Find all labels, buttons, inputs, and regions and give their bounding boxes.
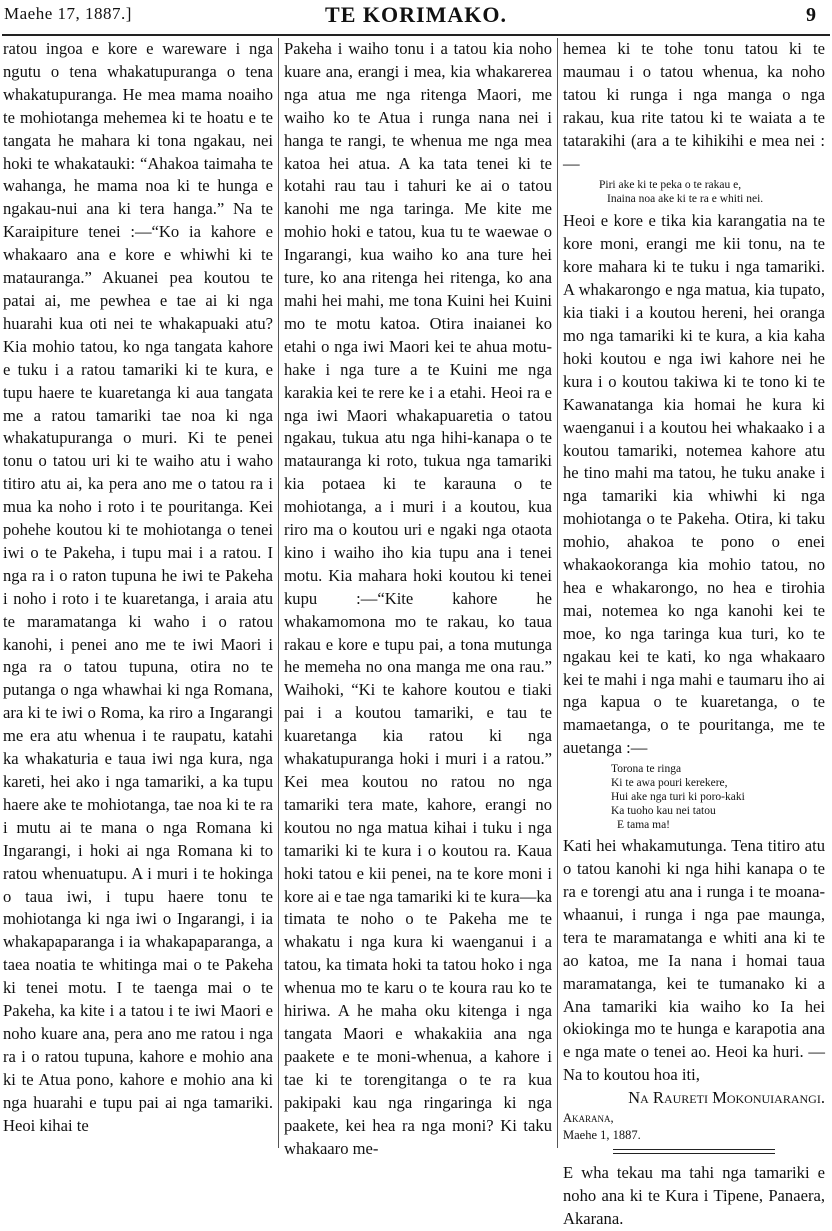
poem-line: Hui ake nga turi ki poro-kaki <box>611 791 745 804</box>
column-3-text-b: Heoi e kore e tika kia karangatia na te kore moni, erangi me kii tonu, na te kore mahara ki te tuku i nga tamariki. A whakarongo e nga matua, kia tupato, kia tiaki i a koutou hereni, hei oranga mo nga tamariki ki te kura, a kia kaha hoki koutou e nga iwi kahore nei he kura i o koutou takiwa ki te tono ki te Kawanatanga kia homai he kura ki waenganui i a koutou hei whakaako i a koutou tamariki, notemea kahore atu he tino mahi ma tatou, he tuku anake i nga tamariki kia whiwhi ki nga mohiotanga o te Pakeha. Otira, ki taku mohio, ahakoa te pono o enei whakaokoranga kia mohio tatou, no hea e whakarongo, no hea e tirohia mai, notemea ko nga kanohi kei te moe, ko nga taringa kua turi, ko te ngakau kei te kati, ko nga whakaaro kei te mahi i nga mahi e taumaru iho ai nga kapua o te kuaretanga, o te mamaetanga, o te pouritanga, me te auetanga :— <box>563 211 825 758</box>
column-2 <box>284 38 552 1158</box>
author-signature: Na Raureti Mokonuiarangi. <box>628 1088 825 1108</box>
poem-line: Ka tuoho kau nei tatou <box>611 805 716 818</box>
song-line: Piri ake ki te peka o te rakau e, <box>599 179 742 192</box>
column-divider-1 <box>278 38 279 1148</box>
dateline-place: Akarana, <box>563 1111 614 1126</box>
section-rule <box>613 1149 775 1154</box>
poem-verse <box>611 762 825 832</box>
column-2-text: Pakeha i waiho tonu i a tatou kia noho kuare ana, erangi i mea, kia whakarerea nga atua me nga ritenga Maori, me waiho ko te Atua i runga nana nei i hanga te rangi, te whenua me nga mea katoa hei atua. A ka tata tenei ki te kotahi rau tau i tahuri ke ai o tatou kanohi me nga taringa. Me kite me mohio hoki e tatou, kua tu te waewae o Ingarangi, kua waiho ko ana ture hei ture, ko ana ritenga hei ritenga, ko ana mahi hei mahi, me tona Kuini hei Kuini mo te motu katoa. Otira inaianei ko etahi o nga iwi Maori kei te ahua motu-hake i nga ture a te Kuini me nga karakia kei te rere ke i a etahi. Heoi ra e nga iwi Maori whakapuaretia o tatou ngakau, tukua atu nga hihi-kanapa o te matauranga ki roto, tukua nga tamariki kia potaea ki te karauna o te mohiotanga, a i muri i a koutou, kua riro ma o koutou uri e ngaki nga otaota kino i waiho iho kia tupu ana i tenei motu. Kia mahara hoki koutou ki tenei kupu :—“Kite kahore he whakamomona mo te rakau, ko taua rakau e kore e tupu pai, a tona mutunga he memeha no ona manga me ona rau.” Waihoki, “Ki te kahore koutou e tiaki pai i a koutou tamariki, e tau te kuaretanga kia ratou ki nga whakatupuranga hoki i muri i a ratou.” Kei mea koutou no ratou no nga tamariki tera mate, kahore, erangi no koutou no nga matua kihai i tuku i nga tamariki ki te kura i o koutou ra. Kaua hoki tatou e kii penei, na te kore moni i kore ai e tae nga tamariki ki te kura—ka timata te noho o te Pakeha me te whakatu i nga kura ki waenganui i a tatou, ka timata hoki ta tatou hoko i nga whenua mo te karu o te koura rau ko te hiriwa. A he maha oku kitenga i nga tangata Maori e whakakiia ana nga paakete e te moni-whenua, a kahore i tae ki te torengitanga o te ra kua pakipaki kau nga ringaringa ki nga paakete, kei hea ra nga moni? Ki taku whakaaro me- <box>284 39 552 1158</box>
header-rule <box>2 34 830 36</box>
column-3 <box>563 38 825 1228</box>
school-notice: E wha tekau ma tahi nga tamariki e noho ana ki te Kura i Tipene, Panaera, Akarana. <box>563 1163 825 1228</box>
poem-line: Torona te ringa <box>611 763 682 776</box>
header-date: Maehe 17, 1887.] <box>4 4 132 23</box>
poem-line: E tama ma! <box>617 819 671 832</box>
poem-line: Ki te awa pouri kerekere, <box>611 777 728 790</box>
column-1-text: ratou ingoa e kore e wareware i nga ngutu o tena whakatupuranga o tena whakatupuranga. He mea mama noaiho te mohiotanga mehemea ki te hoatu e te tangata he mahara ki tona ngakau, nei hoki te whakatauki: “Ahakoa taimaha te wahanga, he mama noa ki te hunga e ngakau-nui ana ki tera hanga.” Na te Karaipiture tenei :—“Ko ia kahore e whakaaro ana e kore e whiwhi ki te matauranga.” Akuanei pea koutou te patai ai, me pewhea e tae ai ki nga huarahi kua oti nei te whakapuaki atu? Kia mohio tatou, ko nga tangata kahore e tuku i a ratou tamariki ki te kura, e tupu haere te kuaretanga ki aua tangata me a ratou tamariki tae noa ki nga whakatupuranga o muri. Ki te penei tonu o tatou uri ki te waiho atu i waho titiro atu ai, ka pera ano me o tatou ra i mua ka noho i roto i te pouritanga. Kei pohehe koutou ki te mohiotanga o tenei iwi o te Pakeha, i tupu mai i a ratou. I nga ra i o raton tupuna he iwi te Pakeha i noho i roto i te kuaretanga, i araia atu te maramatanga ki waho i o ratou kanohi, i penei ano me te iwi Maori i nga ra o tatou tupuna, otira no te putanga o nga whawhai ki nga Romana, ara ki te iwi o Roma, ka riro a Ingarangi me era atu whenua i te raupatu, katahi ka whakaturia e taua iwi nga kura, nga kareti, hei ako i nga tamariki, a ka tupu haere ake te mohiotanga, tae noa ki te ra i mutu ai te mana o nga Romana ki Ingarangi, i hoki ai nga Romana ki to ratou whenuatupu. A i muri i te hokinga o taua iwi, i tupu haere tonu te mohiotanga ki nga iwi o Ingarangi, i ia whakapaparanga i ia whakapaparanga, a taea noatia te whitinga mai o te Pakeha ki tenei motu. I te taenga mai o te Pakeha, ka kite i a tatou i te iwi Maori e noho kuare ana, pera ano me ratou i nga ra i o ratou tupuna, kahore e mohio ana ki te Atua pono, kahore e mohio ana ki nga huarahi e tupu pai ai nga tamariki. Heoi kihai te <box>3 39 273 1135</box>
song-verse <box>599 178 825 206</box>
column-divider-2 <box>557 38 558 1148</box>
dateline-date: Maehe 1, 1887. <box>563 1128 641 1143</box>
page-number: 9 <box>806 4 816 26</box>
column-3-text-c: Kati hei whakamutunga. Tena titiro atu o tatou kanohi ki nga hihi kanapa o te ra e torengi atu ana i runga i te moana-whaanui, i runga i nga pae maunga, tera te maramatanga e whiti ana ki te ao katoa, me Ia nana i homai taua maramatanga, kei te tumanako ki a Ana tamariki kia waiho ko Ia hei okiokinga mo te hunga e karapotia ana e nga mate o tenei ao. Heoi ka huri. —Na to koutou hoa iti, <box>563 836 825 1085</box>
newspaper-title: TE KORIMAKO. <box>325 2 507 27</box>
page-header <box>0 0 832 38</box>
column-3-text-a: hemea ki te tohe tonu tatou ki te maumau i o tatou whenua, ka noho tatou ki runga i nga manga o nga rakau, kua rite tatou ki te waiata a te tatarakihi (ara a te kihikihi e mea nei :— <box>563 39 825 173</box>
column-1 <box>3 38 273 1150</box>
song-line: Inaina noa ake ki te ra e whiti nei. <box>607 193 764 206</box>
